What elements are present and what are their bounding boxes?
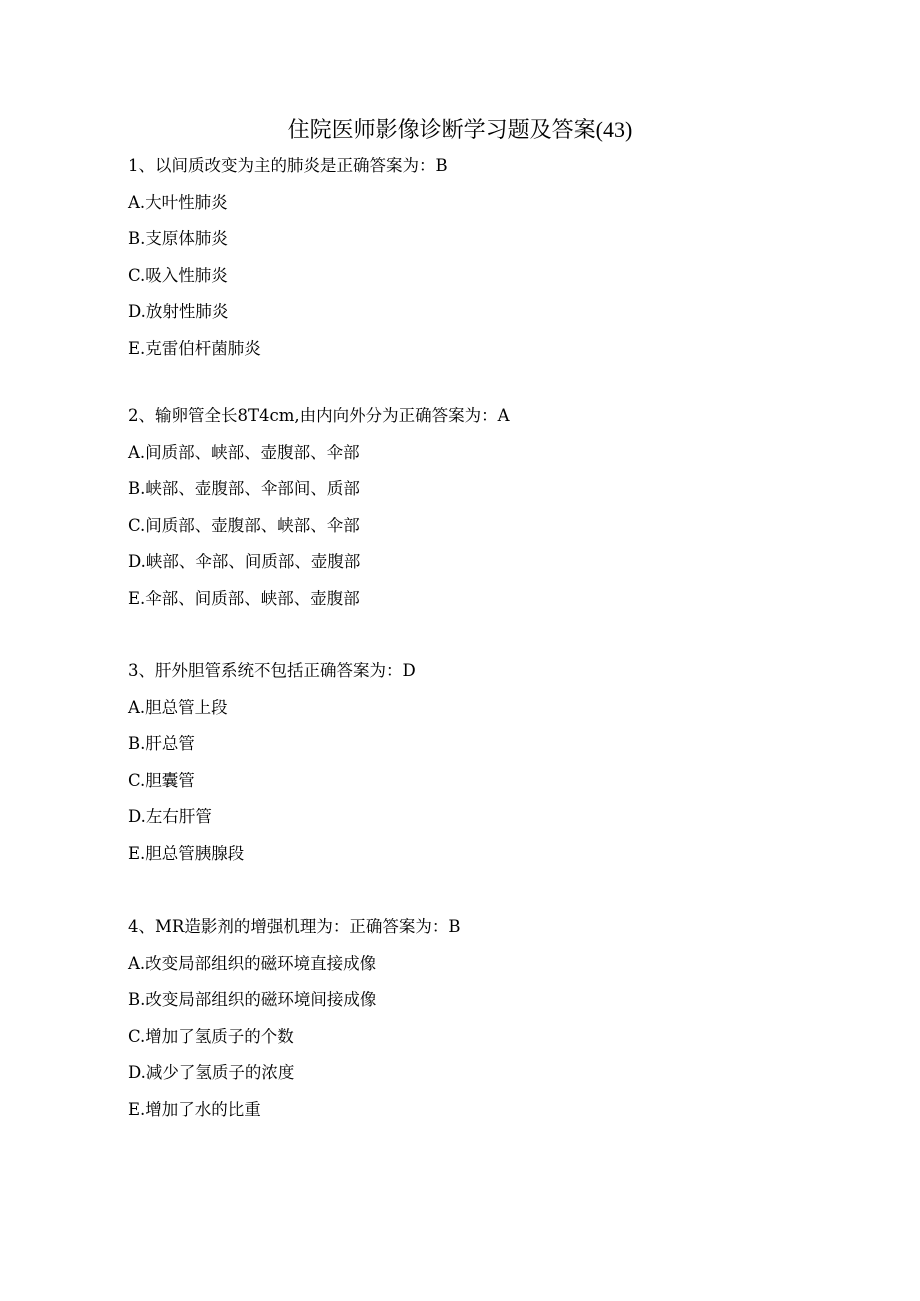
option-c: C.增加了氢质子的个数 <box>128 1026 294 1046</box>
option-b: B.支原体肺炎 <box>128 229 228 248</box>
question-1 <box>128 148 828 367</box>
question-stem: 2、输卵管全长8T4cm,由内向外分为正确答案为：A <box>128 406 510 425</box>
option-c: C.胆囊管 <box>128 770 195 790</box>
option-e: E.增加了水的比重 <box>128 1099 261 1119</box>
option-d: D.放射性肺炎 <box>128 302 229 321</box>
option-d: D.左右肝管 <box>128 807 212 826</box>
option-e: E.胆总管胰腺段 <box>128 843 245 863</box>
option-a: A.改变局部组织的磁环境直接成像 <box>128 953 377 973</box>
question-4 <box>128 909 828 1128</box>
option-a: A.间质部、峡部、壶腹部、伞部 <box>128 442 360 462</box>
option-b: B.肝总管 <box>128 734 195 753</box>
option-e: E.克雷伯杆菌肺炎 <box>128 338 261 358</box>
option-b: B.改变局部组织的磁环境间接成像 <box>128 990 377 1009</box>
question-2 <box>128 398 828 617</box>
option-c: C.间质部、壶腹部、峡部、伞部 <box>128 515 360 535</box>
option-d: D.减少了氢质子的浓度 <box>128 1063 295 1082</box>
question-stem: 1、以间质改变为主的肺炎是正确答案为：B <box>128 156 448 175</box>
question-stem: 4、MR造影剂的增强机理为：正确答案为：B <box>128 917 461 936</box>
option-d: D.峡部、伞部、间质部、壶腹部 <box>128 552 361 571</box>
option-c: C.吸入性肺炎 <box>128 265 228 285</box>
document-title: 住院医师影像诊断学习题及答案(43) <box>287 117 633 142</box>
option-a: A.胆总管上段 <box>128 697 228 717</box>
option-b: B.峡部、壶腹部、伞部间、质部 <box>128 479 360 498</box>
question-3 <box>128 653 828 872</box>
option-e: E.伞部、间质部、峡部、壶腹部 <box>128 588 360 608</box>
option-a: A.大叶性肺炎 <box>128 192 228 212</box>
question-stem: 3、肝外胆管系统不包括正确答案为：D <box>128 661 416 680</box>
